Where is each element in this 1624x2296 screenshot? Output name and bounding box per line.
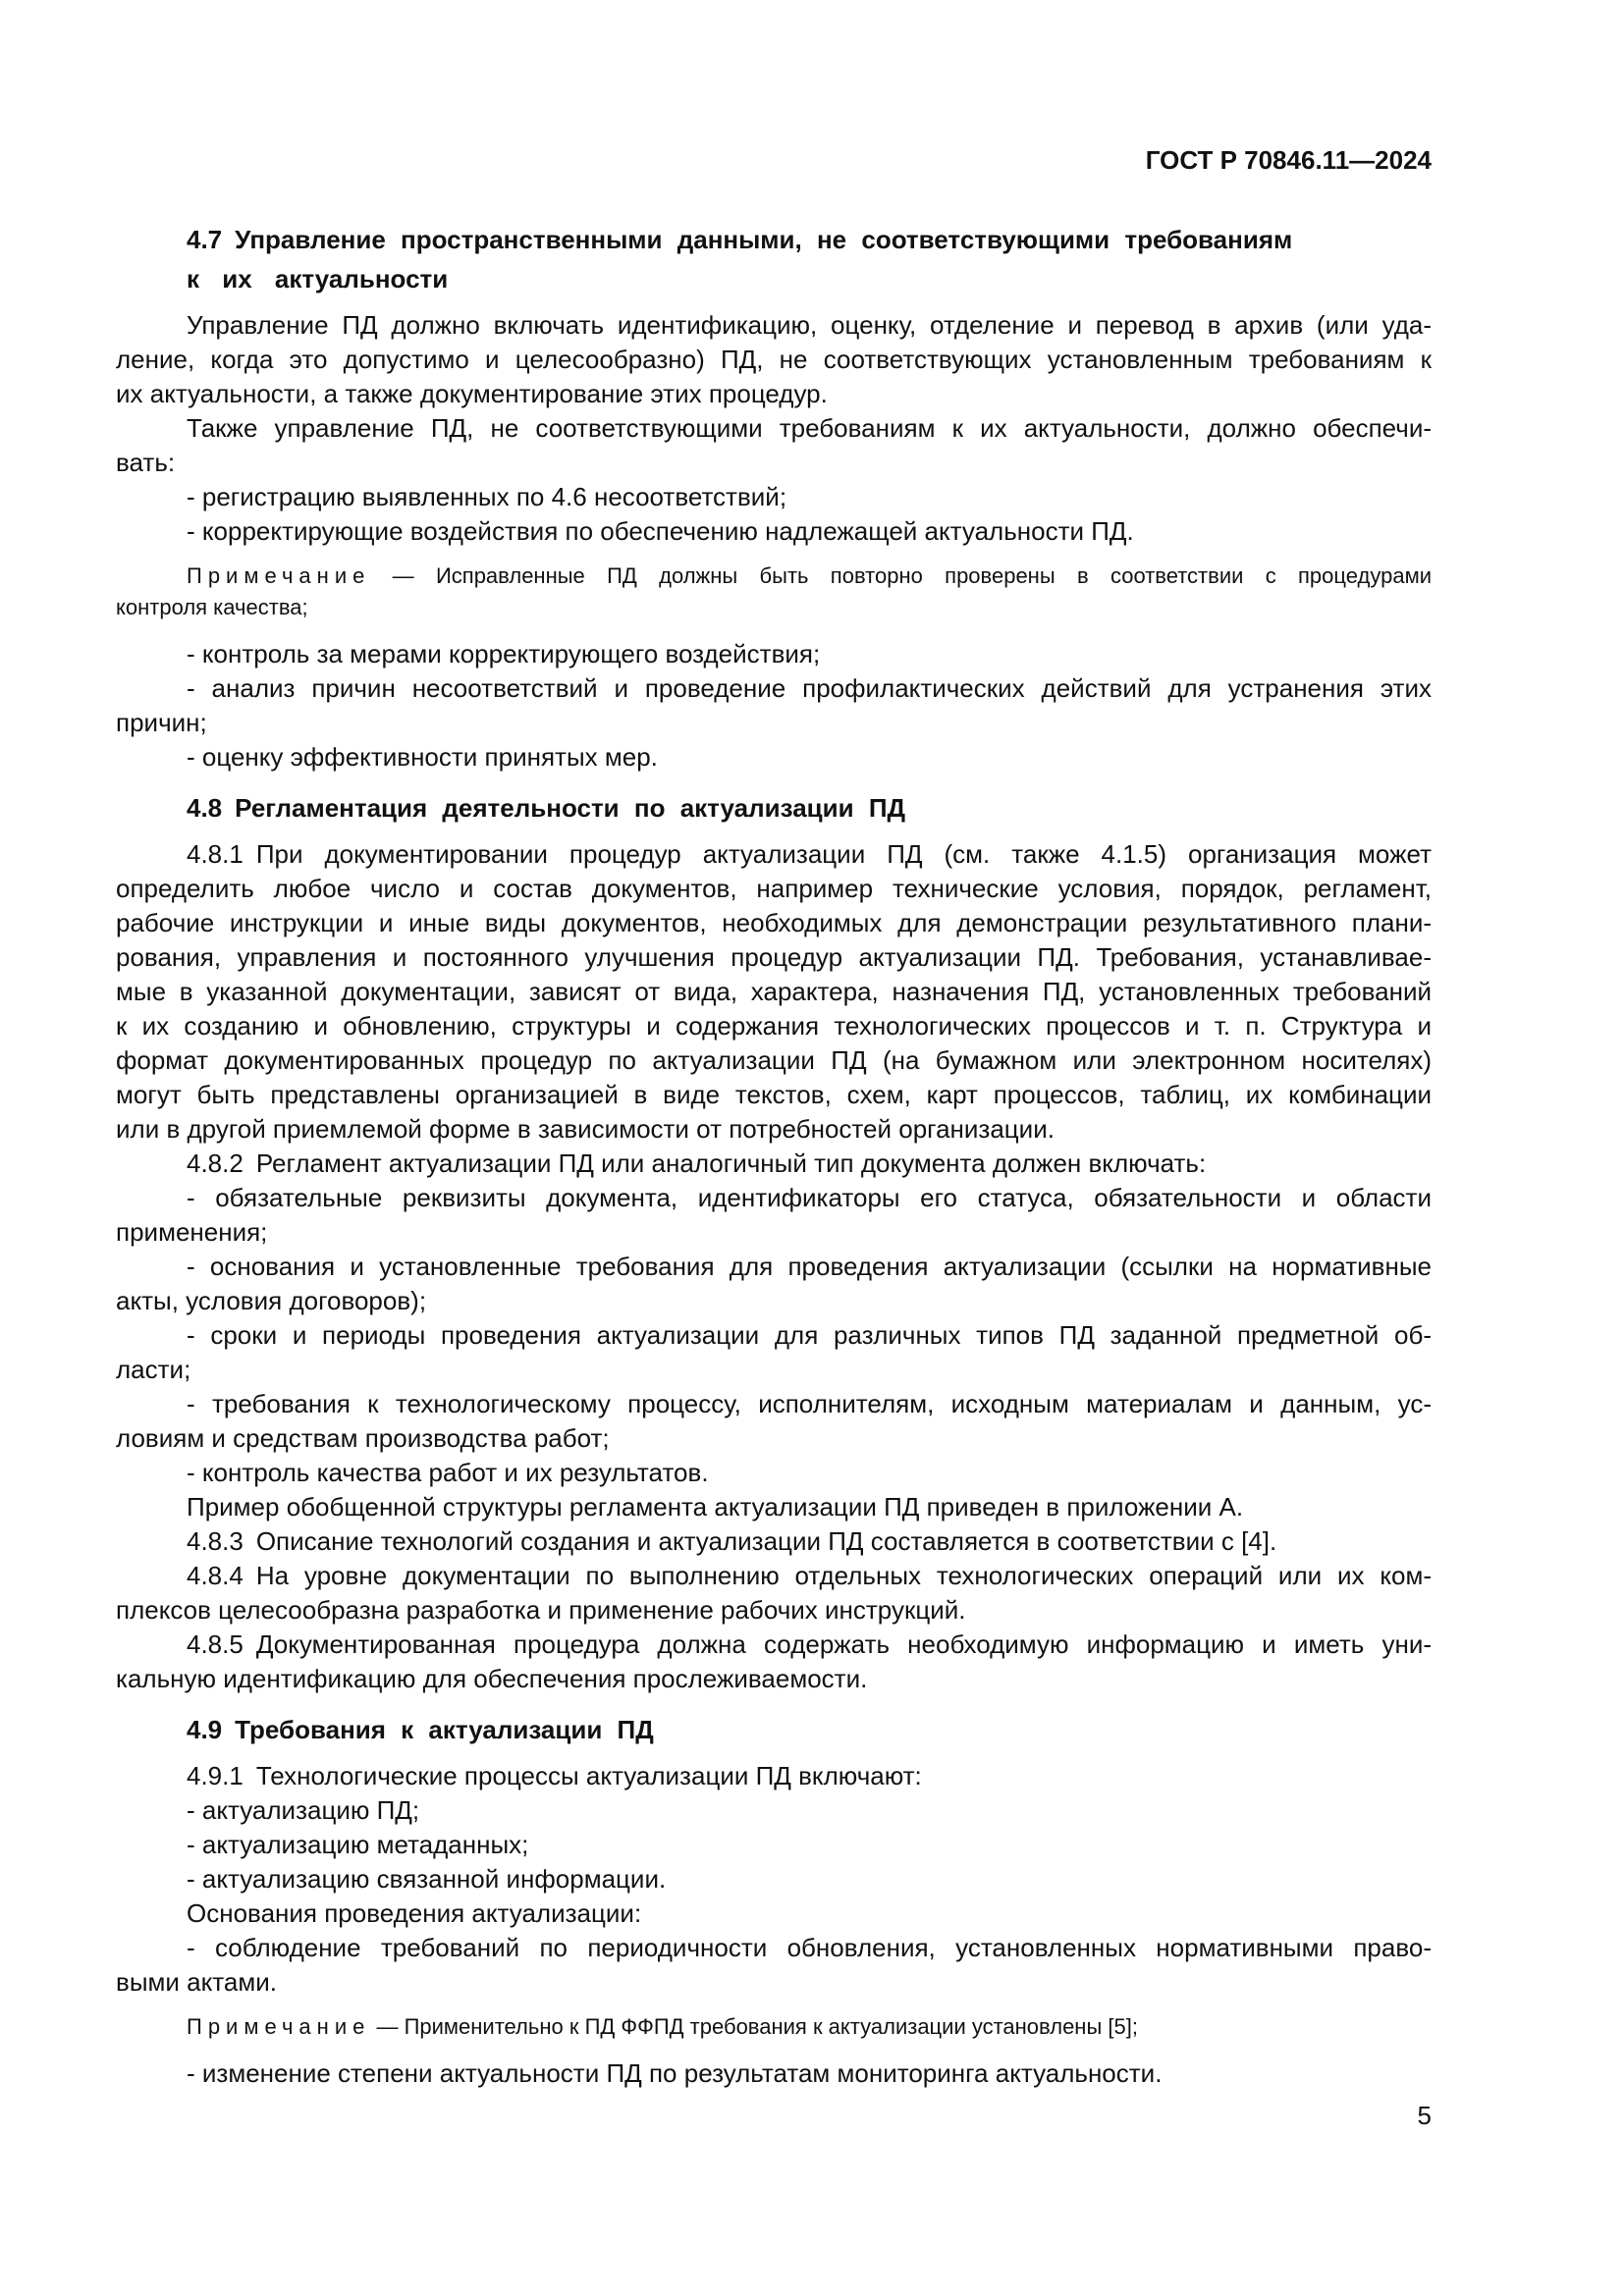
paragraph-line: могут быть представлены организацией в виде текстов, схем, карт процессов, таблиц, их комбинации <box>116 1080 1432 1109</box>
note-label: Примечание <box>187 2014 371 2039</box>
paragraph-line: кальную идентификацию для обеспечения прослеживаемости. <box>116 1664 868 1693</box>
paragraph <box>116 1559 1432 1628</box>
paragraph-line: 4.8.5 Документированная процедура должна содержать необходимую информацию и иметь уни- <box>187 1629 1432 1659</box>
paragraph-line: Пример обобщенной структуры регламента актуализации ПД приведен в приложении А. <box>187 1492 1244 1522</box>
list-item-line: - соблюдение требований по периодичности обновления, установленных нормативными право- <box>187 1933 1432 1962</box>
section-heading-4-8 <box>187 788 1432 828</box>
heading-line: 4.9 Требования к актуализации ПД <box>187 1715 654 1744</box>
paragraph-line: формат документированных процедур по актуализации ПД (на бумажном или электронном носителях) <box>116 1045 1432 1075</box>
paragraph-line: Управление ПД должно включать идентификацию, оценку, отделение и перевод в архив (или уда- <box>187 310 1432 340</box>
list-item-line: - актуализацию связанной информации. <box>187 1864 667 1894</box>
paragraph-line: рования, управления и постоянного улучшения процедур актуализации ПД. Требования, устанавливае- <box>116 942 1432 972</box>
page-number: 5 <box>1417 2101 1432 2130</box>
note-text: — Применительно к ПД ФФПД требования к актуализации установлены [5]; <box>370 2014 1138 2039</box>
list-item-line: - регистрацию выявленных по 4.6 несоответствий; <box>187 482 787 511</box>
heading-line: к их актуальности <box>187 264 449 294</box>
list-item-line: - обязательные реквизиты документа, идентификаторы его статуса, обязательности и области <box>187 1183 1432 1212</box>
paragraph-line: 4.8.4 На уровне документации по выполнению отдельных технологических операций или их ком- <box>187 1561 1432 1590</box>
paragraph-line: 4.8.1 При документировании процедур актуализации ПД (см. также 4.1.5) организация может <box>187 839 1432 869</box>
list-item-line: акты, условия договоров); <box>116 1286 427 1315</box>
paragraph <box>116 411 1432 480</box>
list-item-line: причин; <box>116 708 207 737</box>
list-item-line: - основания и установленные требования для проведения актуализации (ссылки на нормативные <box>187 1252 1432 1281</box>
paragraph-line: мые в указанной документации, зависят от вида, характера, назначения ПД, установленных требований <box>116 977 1432 1006</box>
list-item-line: ласти; <box>116 1355 191 1384</box>
paragraph-line: рабочие инструкции и иные виды документов, необходимых для демонстрации результативного плани- <box>116 908 1432 937</box>
paragraph-line: вать: <box>116 448 176 477</box>
paragraph-line: ление, когда это допустимо и целесообразно) ПД, не соответствующих установленным требованиям к <box>116 345 1432 374</box>
paragraph <box>116 837 1432 1147</box>
list-item-line: - сроки и периоды проведения актуализации для различных типов ПД заданной предметной об- <box>187 1320 1432 1350</box>
section-heading-4-7 <box>187 220 1432 298</box>
paragraph-line: Основания проведения актуализации: <box>187 1898 642 1928</box>
heading-line: 4.8 Регламентация деятельности по актуализации ПД <box>187 793 906 823</box>
list-item-line: ловиям и средствам производства работ; <box>116 1423 610 1453</box>
paragraph-line: 4.8.2 Регламент актуализации ПД или аналогичный тип документа должен включать: <box>187 1148 1207 1178</box>
list-item-line: - контроль качества работ и их результатов. <box>187 1458 709 1487</box>
section-heading-4-9 <box>187 1710 1432 1749</box>
paragraph-line: к их созданию и обновлению, структуры и содержания технологических процессов и т. п. Структура и <box>116 1011 1432 1041</box>
list-item <box>116 1250 1432 1318</box>
list-item <box>116 1318 1432 1387</box>
note-label: Примечание <box>187 563 371 588</box>
note-text: — Исправленные ПД должны быть повторно проверены в соответствии с процедурами <box>370 563 1432 588</box>
list-item <box>116 671 1432 740</box>
list-item-line: - актуализацию ПД; <box>187 1795 420 1825</box>
list-item-line: - оценку эффективности принятых мер. <box>187 742 658 772</box>
heading-line: 4.7 Управление пространственными данными, не соответствующими требованиям <box>187 225 1293 254</box>
list-item-line: - корректирующие воздействия по обеспечению надлежащей актуальности ПД. <box>187 516 1134 546</box>
paragraph-line: плексов целесообразна разработка и применение рабочих инструкций. <box>116 1595 966 1625</box>
paragraph <box>116 308 1432 411</box>
paragraph-line: их актуальности, а также документирование этих процедур. <box>116 379 828 408</box>
list-item-line: - изменение степени актуальности ПД по результатам мониторинга актуальности. <box>187 2058 1163 2088</box>
list-item <box>116 1387 1432 1456</box>
list-item-line: применения; <box>116 1217 268 1247</box>
list-item-line: - контроль за мерами корректирующего воздействия; <box>187 639 821 668</box>
list-item <box>116 1931 1432 2000</box>
list-item <box>116 1181 1432 1250</box>
paragraph-line: Также управление ПД, не соответствующими требованиям к их актуальности, должно обеспечи- <box>187 413 1432 443</box>
note-line <box>116 2011 1432 2043</box>
running-header: ГОСТ Р 70846.11—2024 <box>1145 145 1432 175</box>
list-item-line: выми актами. <box>116 1967 277 1997</box>
paragraph-line: или в другой приемлемой форме в зависимости от потребностей организации. <box>116 1114 1055 1144</box>
list-item-line: - актуализацию метаданных; <box>187 1830 529 1859</box>
note-line: контроля качества; <box>116 595 308 619</box>
list-item-line: - анализ причин несоответствий и проведение профилактических действий для устранения этих <box>187 673 1432 703</box>
paragraph-line: 4.8.3 Описание технологий создания и актуализации ПД составляется в соответствии с [4]. <box>187 1526 1277 1556</box>
paragraph-line: определить любое число и состав документов, например технические условия, порядок, регламент, <box>116 874 1432 903</box>
paragraph-line: 4.9.1 Технологические процессы актуализации ПД включают: <box>187 1761 922 1790</box>
note <box>116 2011 1432 2043</box>
note <box>116 561 1432 623</box>
note-line <box>116 561 1432 592</box>
list-item-line: - требования к технологическому процессу, исполнителям, исходным материалам и данным, ус- <box>187 1389 1432 1418</box>
paragraph <box>116 1628 1432 1696</box>
